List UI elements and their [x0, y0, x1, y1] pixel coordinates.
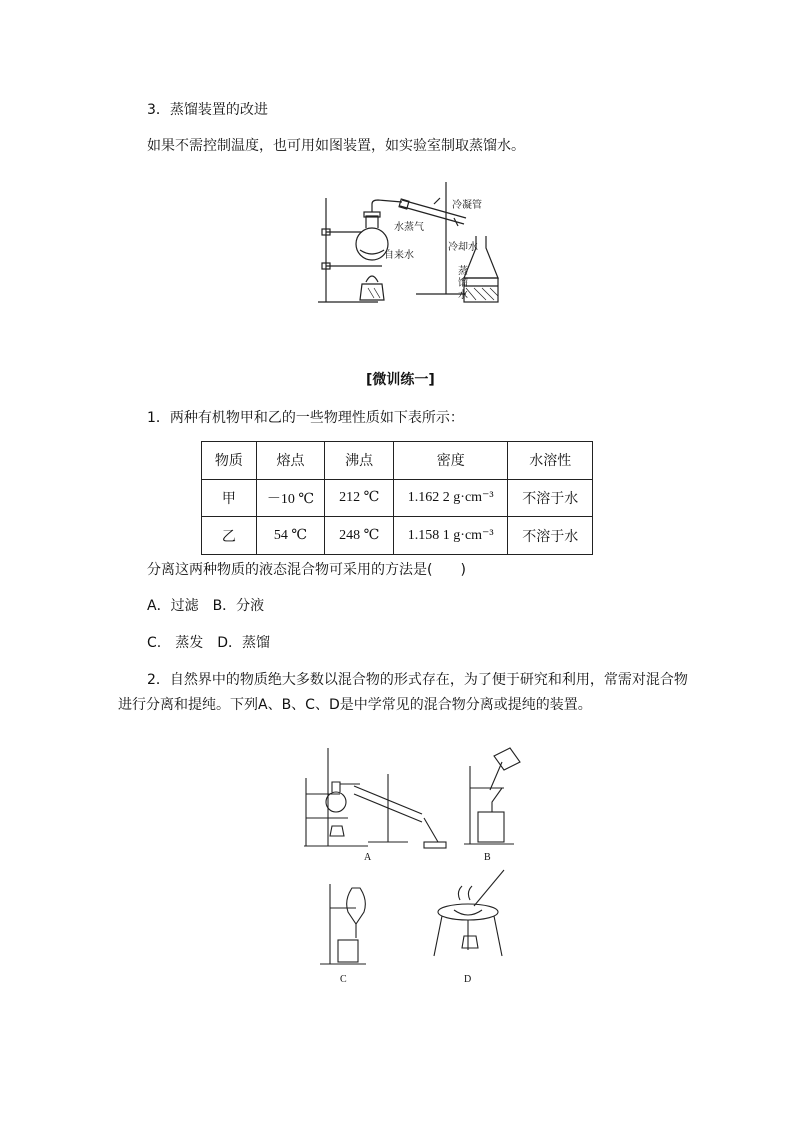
label-cooling-water: 冷却水	[448, 242, 478, 253]
label-distilled-3: 水	[458, 290, 468, 301]
table-header: 沸点	[325, 442, 394, 480]
apparatus-d-figure	[432, 866, 512, 988]
table-cell: 甲	[202, 479, 257, 517]
distillation-apparatus-figure	[316, 178, 506, 308]
question-2-stem-line1: 2．自然界中的物质绝大多数以混合物的形式存在，为了便于研究和利用，常需对混合物	[147, 672, 688, 688]
label-distilled-2: 馏	[458, 278, 468, 289]
table-header-row	[202, 442, 593, 480]
table-cell: 212 ℃	[325, 479, 394, 517]
question-1-options-cd: C. 蒸发 D．蒸馏	[147, 635, 271, 651]
table-cell: 248 ℃	[325, 517, 394, 555]
section-text: 如果不需控制温度，也可用如图装置，如实验室制取蒸馏水。	[147, 138, 525, 154]
table-row	[202, 517, 593, 555]
table-cell: 不溶于水	[508, 479, 593, 517]
question-2-stem-line2: 进行分离和提纯。下列A、B、C、D是中学常见的混合物分离或提纯的装置。	[118, 697, 592, 713]
caption-c: C	[340, 974, 347, 985]
question-1-options-ab: A．过滤 B．分液	[147, 598, 265, 614]
caption-a: A	[364, 852, 372, 863]
table-cell: －10 ℃	[256, 479, 325, 517]
table-header: 密度	[393, 442, 507, 480]
table-header: 熔点	[256, 442, 325, 480]
caption-d: D	[464, 974, 472, 985]
table-row	[202, 479, 593, 517]
question-1-stem: 1．两种有机物甲和乙的一些物理性质如下表所示：	[147, 410, 464, 426]
label-distilled-1: 蒸	[458, 266, 468, 277]
table-cell: 54 ℃	[256, 517, 325, 555]
apparatus-c-figure	[318, 878, 378, 988]
label-steam: 水蒸气	[394, 222, 424, 233]
label-tap-water: 自来水	[384, 250, 414, 261]
practice-title: [微训练一]	[366, 372, 435, 388]
table-cell: 1.158 1 g·cm⁻³	[393, 517, 507, 555]
question-1-prompt: 分离这两种物质的液态混合物可采用的方法是( )	[147, 562, 466, 578]
table-cell: 不溶于水	[508, 517, 593, 555]
table-cell: 乙	[202, 517, 257, 555]
table-header: 物质	[202, 442, 257, 480]
apparatus-a-figure	[298, 744, 458, 864]
properties-table	[201, 441, 593, 555]
apparatus-b-figure	[464, 746, 528, 864]
table-cell: 1.162 2 g·cm⁻³	[393, 479, 507, 517]
caption-b: B	[484, 852, 491, 863]
label-condenser: 冷凝管	[452, 200, 482, 211]
table-header: 水溶性	[508, 442, 593, 480]
section-heading: 3．蒸馏装置的改进	[147, 102, 268, 118]
